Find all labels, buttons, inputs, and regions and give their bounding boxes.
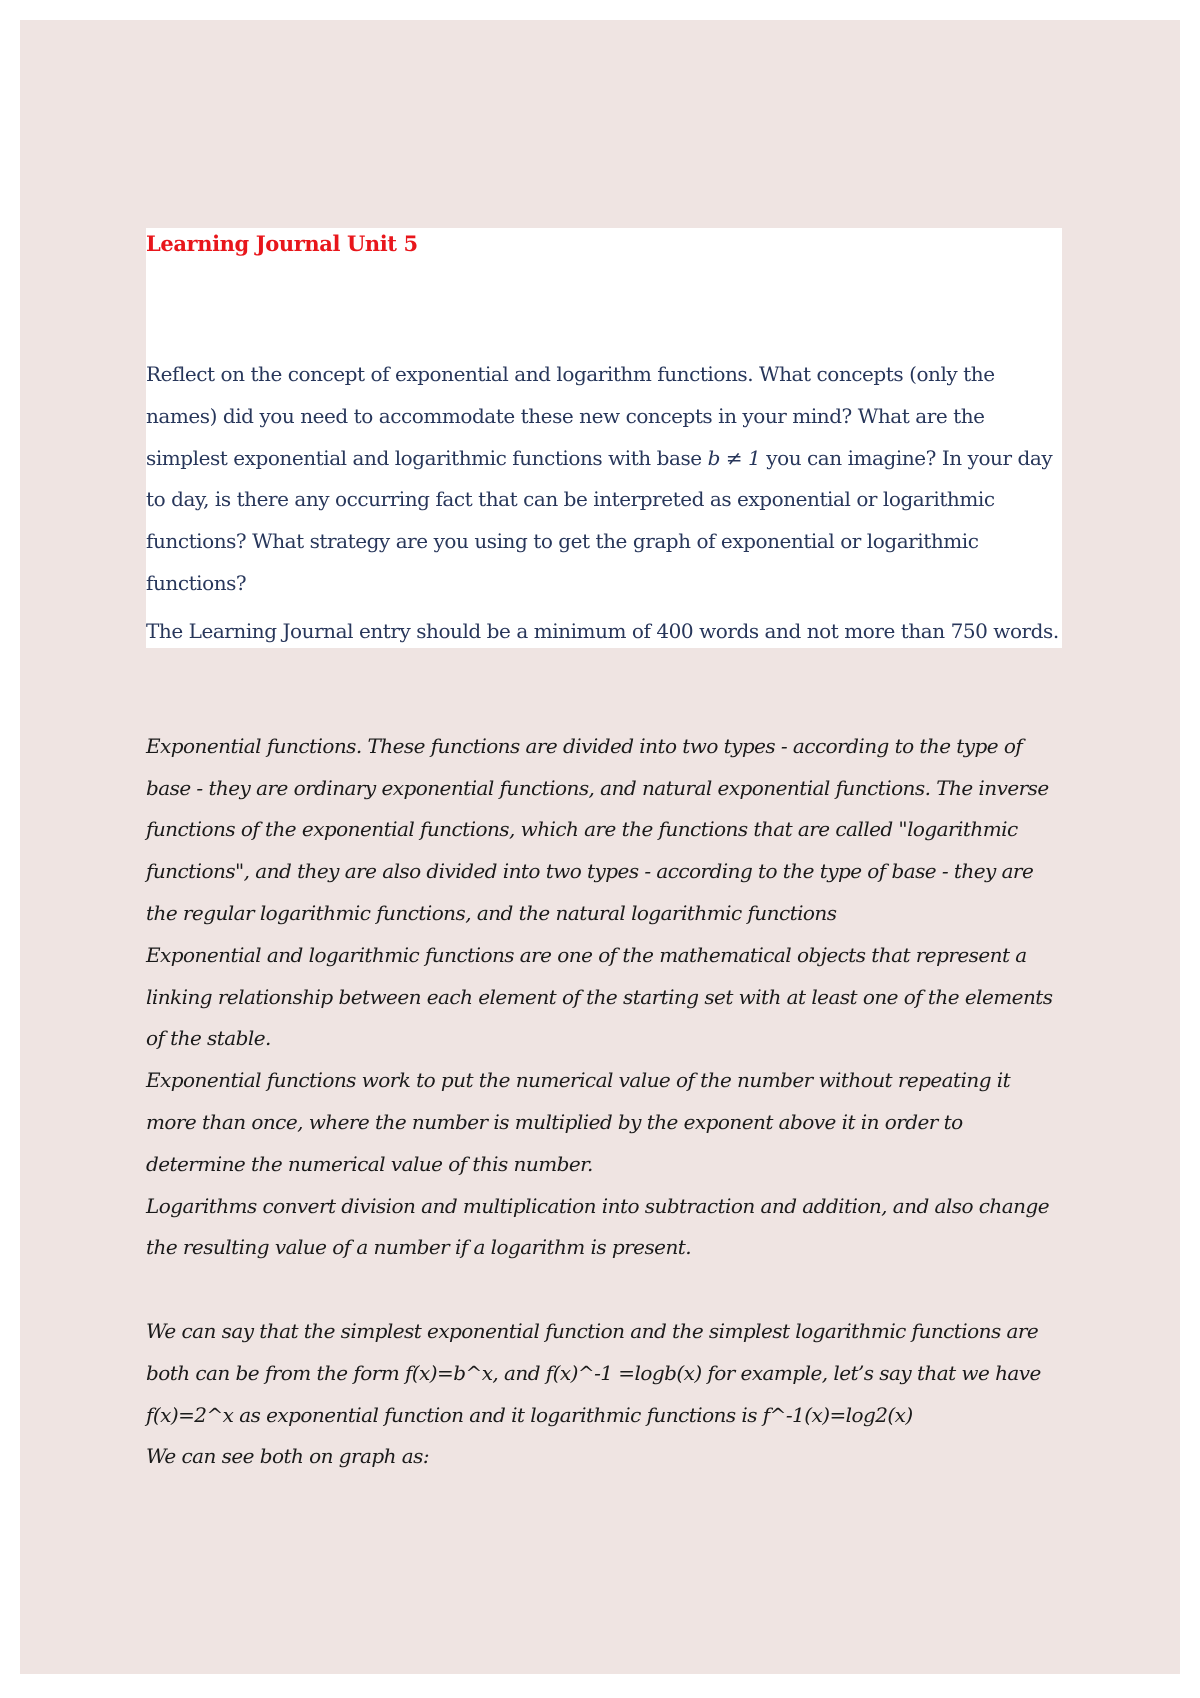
prompt-text-part1: Reflect on the concept of exponential and logarithm functions. What concepts (only the names) did you need to accommodate these new concepts in your mind? What are the simplest exponential and logarithmic functions with base: [146, 362, 995, 470]
document-title: Learning Journal Unit 5: [146, 231, 418, 256]
answer-paragraph-exponential-value: Exponential functions work to put the numerical value of the number without repeating it more than once, where the number is multiplied by the exponent above it in order to determine the numerical value of this number.: [146, 1068, 1011, 1176]
answer-paragraph-graph-intro: We can see both on graph as:: [146, 1444, 430, 1469]
answer-paragraph-logarithms: Logarithms convert division and multiplication into subtraction and addition, and also change the resulting value of a number if a logarithm is present.: [146, 1193, 1050, 1260]
page-content: [146, 228, 1062, 1478]
answer-paragraph-simplest-functions: We can say that the simplest exponential function and the simplest logarithmic functions are both can be from the form f(x)=b^x, and f(x)^-1 =logb(x) for example, let’s say that we have f(x)=2^x as exponential function and it logarithmic functions is f^-1(x)=log2(x): [146, 1318, 1041, 1427]
paragraph-spacer: [146, 1269, 1062, 1311]
assignment-prompt: [146, 354, 1062, 605]
document-page: [20, 20, 1180, 1674]
prompt-math-base: b ≠ 1: [707, 445, 761, 470]
word-count-requirement: The Learning Journal entry should be a minimum of 400 words and not more than 750 words.: [146, 618, 1059, 643]
assignment-prompt-box: [146, 228, 1062, 648]
answer-paragraph-exponential-types: Exponential functions. These functions are divided into two types - according to the type of base - they are ordinary exponential functions, and natural exponential functions. The inverse functions of the exponential functions, which are the functions that are called "logarithmic functions", and they are also divided into two types - according to the type of base - they are the regular logarithmic functions, and the natural logarithmic functions: [146, 733, 1049, 925]
answer-paragraph-mathematical-objects: Exponential and logarithmic functions are one of the mathematical objects that represent a linking relationship between each element of the starting set with at least one of the elements of the stable.: [146, 942, 1053, 1051]
journal-answer: [146, 726, 1062, 1478]
prompt-text-part2: you can imagine? In your day to day, is there any occurring fact that can be interpreted as exponential or logarithmic functions? What strategy are you using to get the graph of exponential or logarithmic functions?: [146, 445, 1053, 595]
